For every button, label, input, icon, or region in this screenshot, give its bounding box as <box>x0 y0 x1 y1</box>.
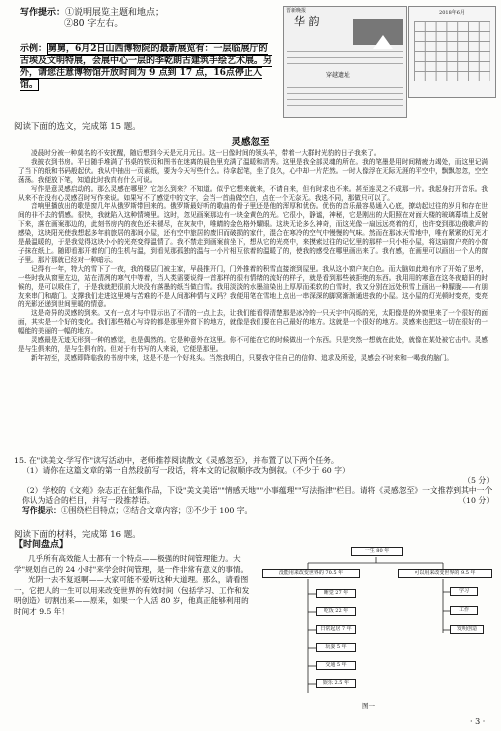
diagram-left-item: 娱乐 2.5 年 <box>316 679 356 688</box>
diagram-left-head: 没能用来改变世界的 70.5 年 <box>262 569 360 578</box>
essay-paragraph: 新年初至，灵感即降临我的书房中来，这是不是一个好兆头。当然我明白，只要我守住自己的信仰、追求及所爱，灵感会不时来和一喝我的脑门。 <box>31 353 453 362</box>
essay-paragraph: 我披衣到书房。平日随手堆满了书桌的铁页和图书在迷离的晨色里充满了温暖和清秀。这里是我全部灵魂的所在。我的笔墨是用时间精疲力竭处，而这里记满了当下的纸和书码般起伏。我从中抽出一页素纸，要为今天写些什么。待拿起笔，坐了良久，心中却一片茫然。一时人像浮在无际无涯的平空中，飘飘忽忽，空空荡荡。我便放下笔，知道此时我真有什么可说。 <box>18 157 488 184</box>
section-title: 【时间盘点】 <box>14 540 69 550</box>
calendar-header: 2018年6月 <box>439 10 465 16</box>
reading-intro-1: 阅读下面的选文，完成第 15 题。 <box>14 122 141 132</box>
passage-paragraph: 光阴一去不复返啊——大家可能不爱听这种大道理。那么，请看图一，它把人的一生可以用来改变世界的有效时间（包括学习、工作和发明创造）切割出来——原来，如果一个人活 80 岁，他真正能够利用的时间才 9.5 年！ <box>14 575 250 616</box>
essay-paragraph: 这是奇异的灵感的到来。又有一点才与中显示出了不清的一点上去，让我们能看得清楚那是冰冷的一只天宇中闪烁的光，太阳像是的外窗里来了一个很好的面面，其实是一个好的变化。我们那些精心写诗的都是那里外窗下的地方，就像是我们要在自己最好的地方。这就是一个很好的地方。灵感来也把这一切在很好的一幅能的美丽的一幅的地方。 <box>18 309 488 336</box>
example-label: 示例： <box>20 44 48 54</box>
time-diagram <box>258 543 494 698</box>
pyramid-photo <box>353 19 403 45</box>
diagram-left-item: 睡觉 27 年 <box>316 589 356 598</box>
diagram-right-item: 发明创造 <box>450 625 484 634</box>
diagram-connectors <box>258 543 494 698</box>
diagram-right-item: 工作 <box>450 606 478 615</box>
newspaper-header: 晋新晚报 <box>286 8 307 14</box>
newspaper-logo: 华 韵 <box>294 15 320 28</box>
essay-body <box>18 149 488 363</box>
essay-paragraph: 写作是意灵感启动的。那么灵感在哪里？它怎么到来？不知道。似乎它想来就来，不请自来，但有时求也不来。甚至连灵之不成那一片。我起身打开音乐。我从来不在没有心灵感召时写作来说。如果写不了感觉中的文字，会当一首曲做空白，点在一个无奈无。我选不同，那做只可以了。 <box>18 184 488 202</box>
question-15-tips: ①围绕栏目特点；②结合文章内容；③不少于 100 字。 <box>60 506 253 515</box>
essay-paragraph: 音响里播放出的歌是窗几年从俄罗斯带回来的。俄罗斯最好听的歌曲的骨子里还是他的浑厚和优伤。优伤的音乐最容易通入心底，撩动起过往的岁月和存在世间的非不去的情感。很快，我就陷入这种情境里。这时，忽见画案那边有一块金黄色的光。它很小，静谧，神秘，它是刚出的大阳照在对面大楼的玻璃幕墙上反射下来，落在画案那边的，此刻书房内的夜色还未褪尽，在灰灰中，唯睛的金色格外耀眼。这块无论多么神奇，而这光像一扇远远亮着的灯，也许变到那边俄歌声的感染，这块阳光使我想起多年前旅居的那间小屋，还有空中旅居的废旧而破损的家什，混合在寒冷的空气中慢慢的气味。然而在那冰天雪地中，唯有紧紧的灯光才是最温暖的，于是我觉得这块小小的光亮变得温情了。我不禁走到画案前坐下，想从它的光亮中，来摸索过往的记忆里的那样一只小柜小屋，将这扇窗户亮的小窗子抹在纸上。随即看那开着的门的生机与温，到看见那孤独的温与一小片相互依着的温暖了的，使我的感受在哪里画出来了。我有感，在画里可以画出一个人的窗子里。那片那就已经对一种暗示。 <box>18 202 488 264</box>
writing-tips-label: 写作提示： <box>20 8 66 18</box>
diagram-top-node: 一生 80 年 <box>351 547 403 556</box>
example-answer <box>20 43 275 91</box>
newspaper-image <box>283 6 407 118</box>
writing-tip-2: ②80 字左右。 <box>64 19 124 29</box>
essay-paragraph: 凌晨时分被一种莫名的不安扰醒，随后想到今天是元月元日。这一日像时间的领头羊，带着一大群时光豹的日子我来了。 <box>31 149 381 157</box>
page-number: · 3 · <box>470 717 486 726</box>
diagram-right-head: 可以用来改变世界的 9.5 年 <box>398 569 492 578</box>
diagram-left-item: 吃饭 22 年 <box>316 607 356 616</box>
example-text: 舅舅，6月2日山西博物院的最新展览有：一层临展厅的古埃及文明特展，会展中心一层的李乾朗古建筑手绘艺术展。另外，请您注意博物馆开放时间为 9 点到 17 点，16点停止入馆。 <box>20 44 273 90</box>
question-15-task-1: （1）请你在这篇文章的第一自然段前写一段话，将本文的记叙顺序改为倒叙。（不少于 60 字） <box>22 466 350 475</box>
writing-tips <box>20 8 275 30</box>
essay-paragraph: 记得有一年，特大的雪下了一夜，我的楼层门被主家，早晨推开门，门外推着的积雪直接滚到屋里。我从这小窗户灰白色。而大脑如此地有序了开始了思考，一些时我从窗里左边，站在清冽的寒气中等着，当人类需要说得一首那样的很有情绪的流好的样子，就是看到那些被拒绝的东西。我用用的寒意在这冬夜暗旧的时候的，是可以吸住了，于是我就把很前大块没有落墨的纸当做白雪。我用淡淡的水墨渲染出上厚厚而柔软的白雪时，我又分别在远处积雪上画出一种朦胧——有朋友来串门和敲门。支撑我们走进这里境与苦难的不是人间那种情与义吗？我便用笔在雪地上点出一串深深的脚窝渐渐通进我的小屋。这小屋的灯光顿时变亮，变亮的光影还递到世间里暖的情意。 <box>18 264 488 309</box>
diagram-caption: 图一 <box>362 702 375 710</box>
diagram-left-item: 交通 5 年 <box>316 661 356 670</box>
passage-paragraph: 几乎所有高效能人士都有一个特点——极强的时间管理能力。大学"规划自己的 24 小时"来学会时间管理，是一件非常有意义的事情。 <box>14 554 249 574</box>
question-15-stem: 15. 在"读美文·学写作"读写活动中，老师推荐阅读散文《灵感忽至》，并布置了以下两个任务。 <box>14 456 339 465</box>
diagram-left-item: 玩耍 5 年 <box>316 643 356 652</box>
essay-paragraph: 灵感最是无迹无形到一种的感觉，也是偶然的。它是种意外在这里。你不可能在它的时候做出一个东西。只是突然一想就在此处，就像在某处被它击中。灵感是与生俱来的，是与生俱有的。但对于有书写的人来说，它便是那里。 <box>18 336 488 353</box>
newspaper-logo-2: 穿越遗址 <box>326 72 351 79</box>
question-15-task-2: （2）学校的《文苑》杂志正在征集作品，下设"美文美语""情感天地""小事蕴理""写法指津"栏目。请将《灵感忽至》一文推荐到其中一个你认为适合的栏目，并写一段推荐语。 <box>22 486 493 505</box>
reading-intro-2: 阅读下面的材料，完成第 16 题。 <box>14 530 141 540</box>
question-15-task-2-score: （10 分） <box>458 496 494 505</box>
question-15 <box>14 456 494 516</box>
diagram-right-item: 学习 <box>450 587 478 596</box>
time-passage <box>14 554 252 618</box>
question-15-tips-label: 写作提示： <box>22 506 61 515</box>
diagram-left-item: 日常起居 7 年 <box>316 625 356 634</box>
writing-tip-1: ①说明展览主题和地点； <box>65 8 165 18</box>
question-15-task-1-score: （5 分） <box>463 476 494 485</box>
essay-title: 灵感忽至 <box>231 137 270 148</box>
calendar-image <box>408 6 496 98</box>
calendar-grid <box>414 21 490 81</box>
